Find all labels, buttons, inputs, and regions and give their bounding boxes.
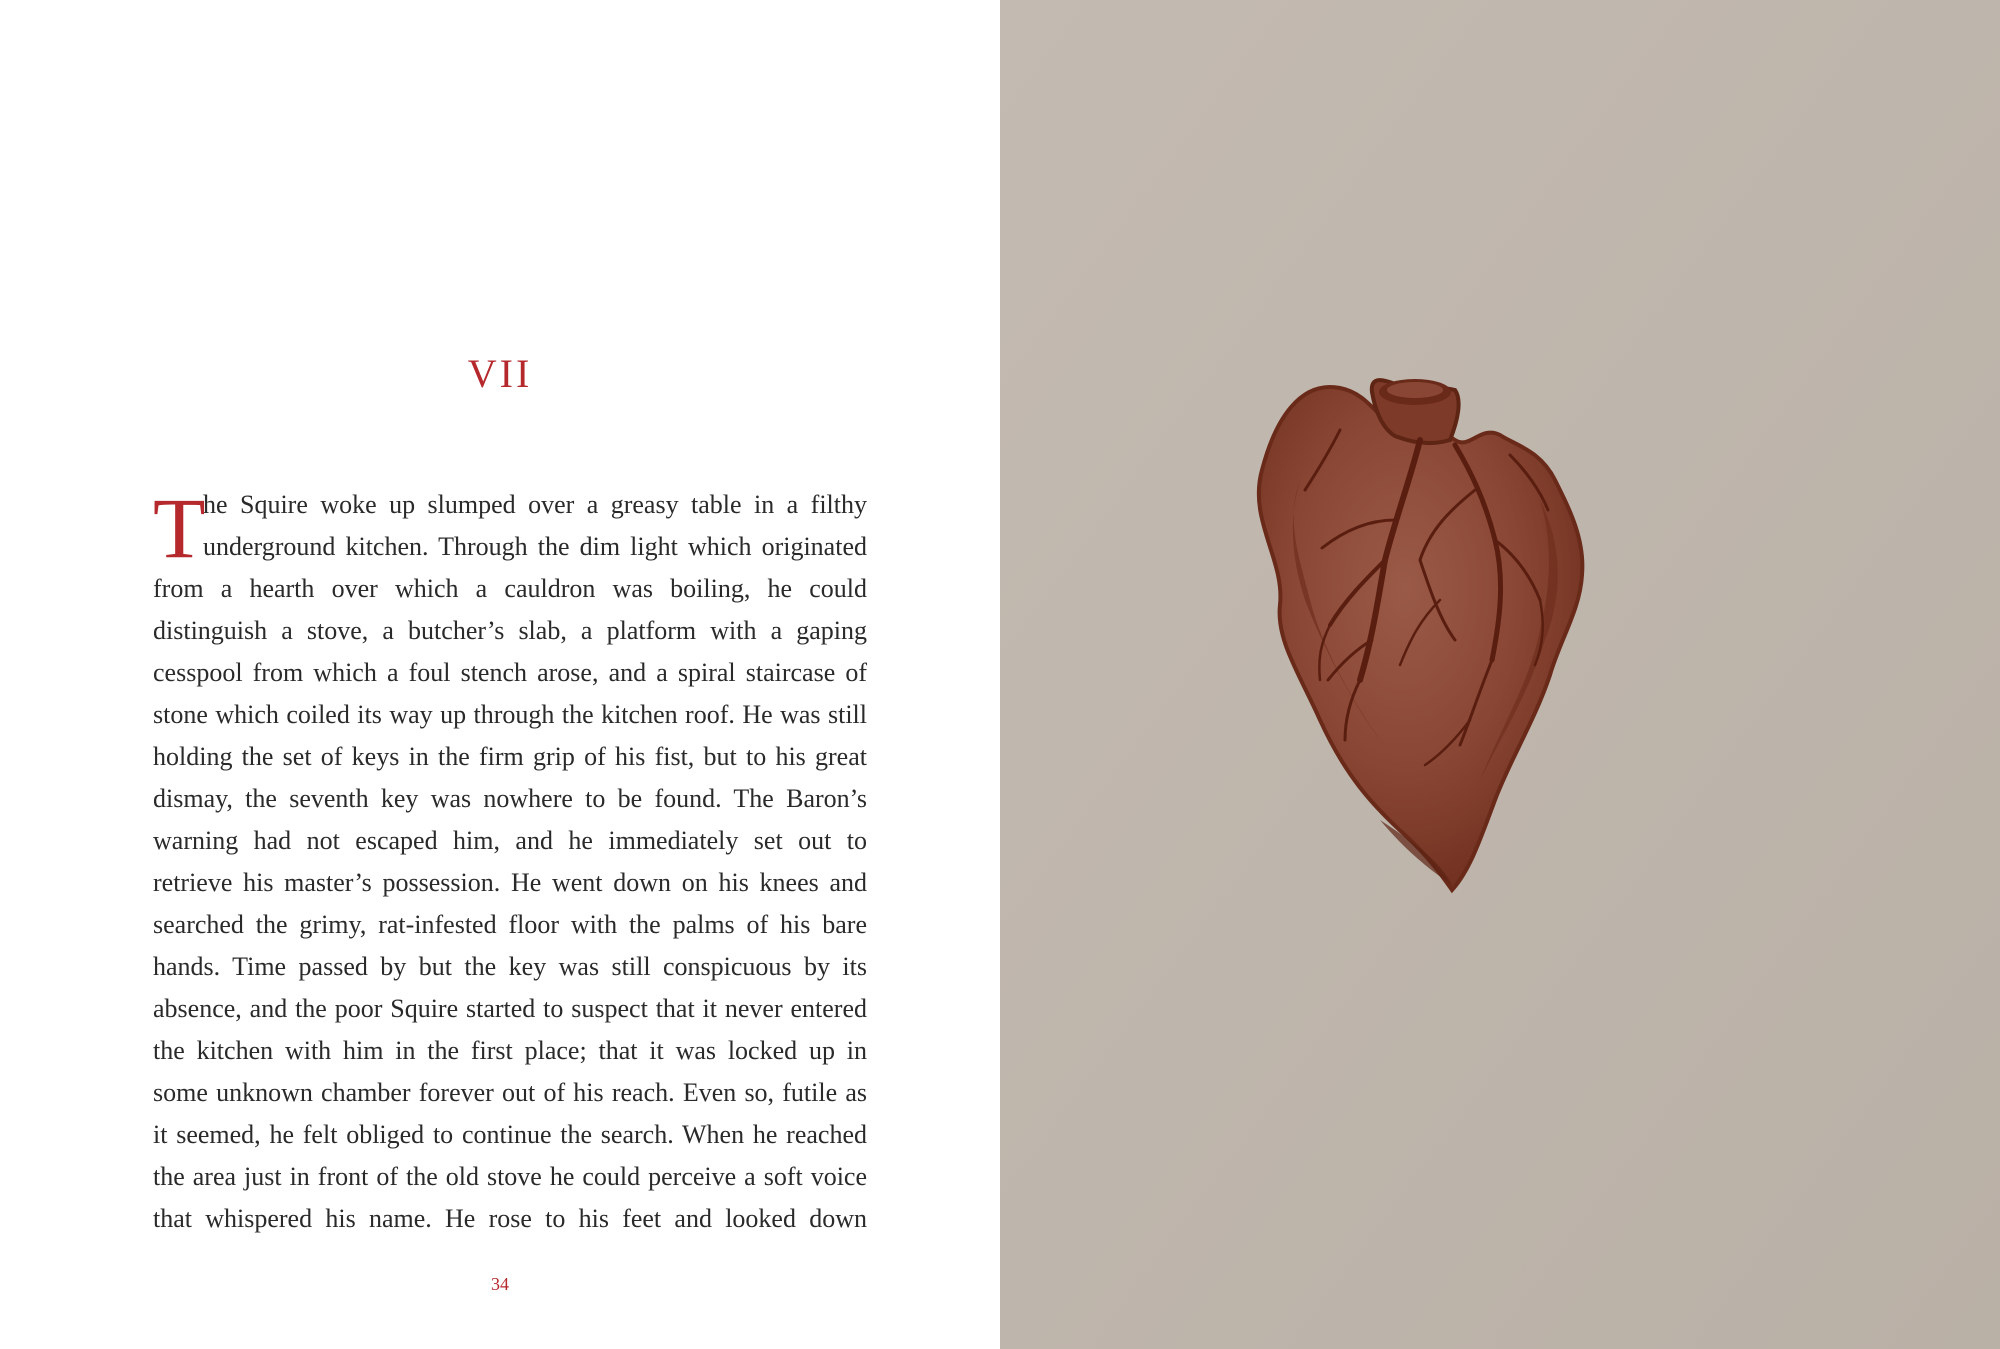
text-line: hands. Time passed by but the key was still conspicuous by its xyxy=(153,952,867,981)
text-line: some unknown chamber forever out of his reach. Even so, futile as xyxy=(153,1078,867,1107)
text-line: cesspool from which a foul stench arose, and a spiral staircase of xyxy=(153,658,867,687)
text-line: the area just in front of the old stove he could perceive a soft voice xyxy=(153,1162,867,1191)
page-number: 34 xyxy=(491,1274,509,1294)
text-line: from a hearth over which a cauldron was boiling, he could xyxy=(153,574,867,603)
text-line: retrieve his master’s possession. He went down on his knees and xyxy=(153,868,867,897)
text-line: that whispered his name. He rose to his feet and looked down xyxy=(153,1204,867,1233)
illustration-canvas xyxy=(1000,0,2000,1349)
text-line: absence, and the poor Squire started to suspect that it never entered xyxy=(153,994,867,1023)
text-line: underground kitchen. Through the dim light which originated xyxy=(203,532,867,561)
text-line: warning had not escaped him, and he immediately set out to xyxy=(153,826,867,855)
text-line: the kitchen with him in the first place; that it was locked up in xyxy=(153,1036,867,1065)
text-line: stone which coiled its way up through the kitchen roof. He was still xyxy=(153,700,867,729)
text-line: it seemed, he felt obliged to continue the search. When he reached xyxy=(153,1120,867,1149)
chapter-heading: VII xyxy=(467,351,533,396)
drop-cap: T xyxy=(153,480,206,576)
text-line: holding the set of keys in the firm grip of his fist, but to his great xyxy=(153,742,867,771)
right-page xyxy=(1000,0,2000,1349)
text-line: searched the grimy, rat-infested floor with the palms of his bare xyxy=(153,910,867,939)
text-line: distinguish a stove, a butcher’s slab, a platform with a gaping xyxy=(153,616,867,645)
text-line: dismay, the seventh key was nowhere to be found. The Baron’s xyxy=(153,784,867,813)
text-line: he Squire woke up slumped over a greasy table in a filthy xyxy=(203,490,867,519)
body-text xyxy=(153,480,867,1240)
